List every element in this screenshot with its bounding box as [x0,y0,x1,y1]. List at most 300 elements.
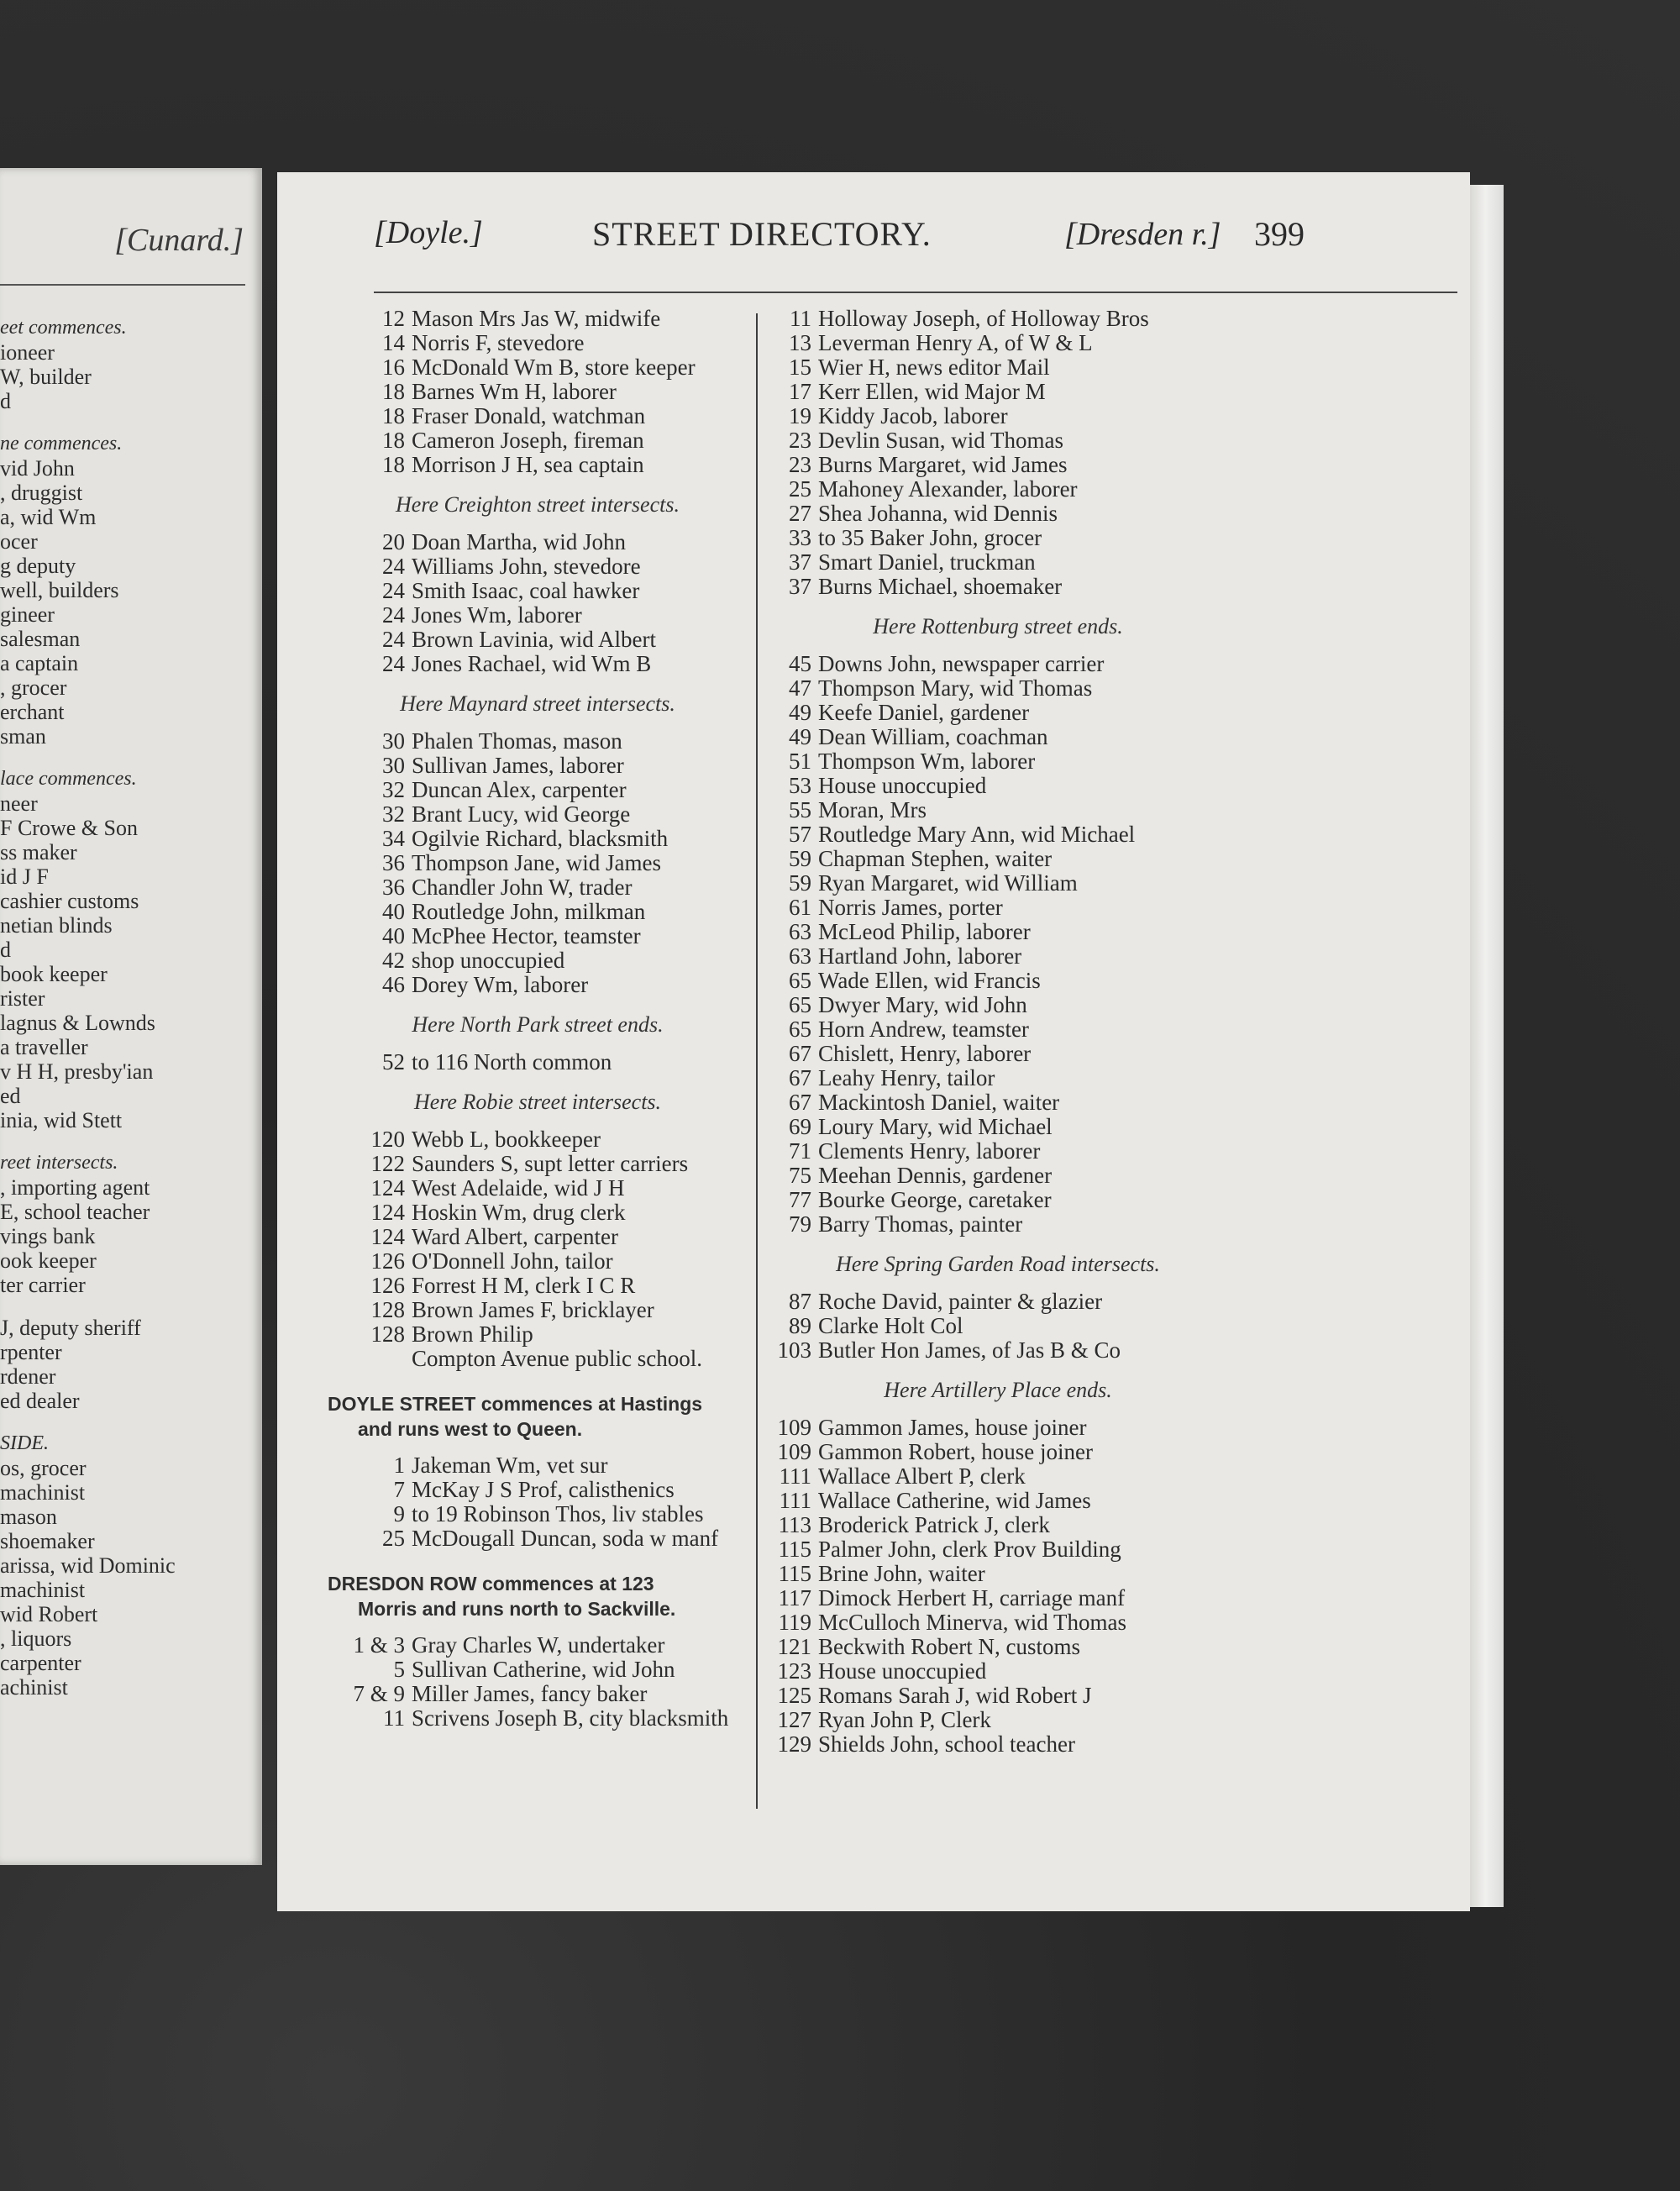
left-page-header: [Cunard.] [114,223,244,258]
resident-text: to 35 Baker John, grocer [818,525,1042,550]
directory-entry [763,920,1233,944]
directory-entry [328,851,748,875]
directory-entry [328,1249,748,1274]
resident-text: Routledge Mary Ann, wid Michael [818,822,1136,847]
directory-entry [763,453,1233,477]
street-number: 122 [370,1151,405,1176]
left-page-line: ed [0,1084,21,1108]
street-number: 89 [789,1313,811,1338]
street-number: 18 [382,452,405,477]
resident-text: Roche David, painter & glazier [818,1289,1103,1314]
directory-entry [763,1684,1233,1708]
resident-text: Mason Mrs Jas W, midwife [412,306,661,331]
directory-entry [763,871,1233,896]
page-header [374,214,1483,265]
resident-text: Horn Andrew, teamster [818,1017,1029,1042]
street-number: 45 [789,651,811,676]
intersection-note: Here Robie street intersects. [413,1090,662,1114]
street-number: 109 [777,1439,811,1464]
directory-entry [328,900,748,924]
directory-entry [328,1274,748,1298]
resident-text: Thompson Jane, wid James [412,850,661,875]
left-page-line: W, builder [0,365,92,389]
directory-entry [763,725,1233,749]
left-page-line: rpenter [0,1340,62,1364]
directory-entry [328,307,748,331]
street-number: 67 [789,1090,811,1115]
resident-text: Dwyer Mary, wid John [818,992,1027,1017]
directory-entry [763,331,1233,355]
street-number: 127 [777,1707,811,1732]
left-page-line: g deputy [0,554,76,578]
left-page-line: ne commences. [0,433,123,454]
street-number: 25 [789,476,811,502]
directory-entry [763,944,1233,969]
directory-page [277,172,1470,1911]
left-page-line: wid Robert [0,1602,98,1626]
resident-text: Ogilvie Richard, blacksmith [412,826,669,851]
directory-entry [763,1066,1233,1090]
street-number: 124 [370,1224,405,1249]
directory-entry [763,701,1233,725]
resident-text: Jones Wm, laborer [412,602,582,628]
resident-text: Phalen Thomas, mason [412,728,622,754]
resident-text: Sullivan James, laborer [412,753,624,778]
directory-entry [763,1586,1233,1610]
directory-entry [763,380,1233,404]
street-number: 117 [778,1585,811,1610]
resident-text: Kiddy Jacob, laborer [818,403,1008,428]
resident-text: Thompson Mary, wid Thomas [818,675,1093,701]
resident-text: Brine John, waiter [818,1561,985,1586]
street-number: 87 [789,1289,811,1314]
resident-text: Leverman Henry A, of W & L [818,330,1093,355]
resident-text: Clarke Holt Col [818,1313,963,1338]
resident-text: McCulloch Minerva, wid Thomas [818,1610,1126,1635]
resident-text: Palmer John, clerk Prov Building [818,1537,1121,1562]
directory-entry [328,652,748,676]
directory-entry [763,798,1233,822]
resident-text: Dimock Herbert H, carriage manf [818,1585,1126,1610]
directory-entry [328,1152,748,1176]
resident-text: Moran, Mrs [818,797,927,822]
directory-entry [328,1526,748,1551]
directory-entry [328,924,748,948]
street-number: 49 [789,724,811,749]
left-page-line: ocer [0,529,38,554]
directory-entry [328,331,748,355]
left-page-line: lace commences. [0,768,137,790]
left-page-line: rister [0,986,45,1011]
resident-text: Dean William, coachman [818,724,1048,749]
street-number: 24 [382,554,405,579]
street-number: 32 [382,777,405,802]
directory-entry [763,1338,1233,1363]
street-number: 115 [778,1561,811,1586]
left-page-line: cashier customs [0,889,139,913]
street-number: 61 [789,895,811,920]
left-page-line: well, builders [0,578,119,602]
left-page-line: sman [0,724,46,749]
left-page-line: ss maker [0,840,77,864]
directory-entry [328,1050,748,1074]
resident-text: McDonald Wm B, store keeper [412,355,696,380]
directory-entry [328,973,748,997]
intersection-note: Here Artillery Place ends. [884,1378,1112,1402]
resident-text: Brown Lavinia, wid Albert [412,627,656,652]
resident-text: to 116 North common [412,1049,612,1074]
left-page-line: machinist [0,1578,86,1602]
street-number: 42 [382,948,405,973]
resident-text: Chislett, Henry, laborer [818,1041,1032,1066]
directory-entry [763,774,1233,798]
street-number: 1 & 3 [353,1632,405,1658]
left-page-line: os, grocer [0,1456,87,1480]
left-page-line: lagnus & Lownds [0,1011,155,1035]
resident-text: Chandler John W, trader [412,875,633,900]
street-number: 65 [789,1017,811,1042]
left-page-line: machinist [0,1480,86,1505]
resident-text: Smith Isaac, coal hawker [412,578,640,603]
street-number: 59 [789,870,811,896]
left-page-line: mason [0,1505,57,1529]
directory-entry [328,1127,748,1152]
left-page-line: ioneer [0,340,55,365]
resident-text: Romans Sarah J, wid Robert J [818,1683,1092,1708]
street-number: 123 [777,1658,811,1684]
directory-entry [328,453,748,477]
directory-entry [763,404,1233,428]
header-left-guide: [Doyle.] [374,215,483,250]
directory-entry [328,754,748,778]
street-number: 9 [393,1501,405,1526]
street-number: 57 [789,822,811,847]
left-page-line: a traveller [0,1035,88,1059]
resident-text: Sullivan Catherine, wid John [412,1657,675,1682]
resident-text: Barnes Wm H, laborer [412,379,617,404]
street-number: 63 [789,919,811,944]
left-page-line: ed dealer [0,1389,80,1413]
street-number: 18 [382,403,405,428]
intersection-note: Here North Park street ends. [412,1012,664,1037]
directory-entry [763,1416,1233,1440]
left-page-line: ook keeper [0,1248,97,1273]
directory-entry [328,875,748,900]
street-number: 14 [382,330,405,355]
resident-text: Shields John, school teacher [818,1731,1075,1757]
resident-text: Wallace Albert P, clerk [818,1463,1026,1489]
resident-text: Beckwith Robert N, customs [818,1634,1080,1659]
directory-entry [763,969,1233,993]
directory-entry [763,1290,1233,1314]
street-number: 52 [382,1049,405,1074]
resident-text: Smart Daniel, truckman [818,549,1036,575]
resident-text: Fraser Donald, watchman [412,403,646,428]
resident-text: Leahy Henry, tailor [818,1065,995,1090]
street-number: 109 [777,1415,811,1440]
directory-entry [763,1513,1233,1537]
resident-text: Webb L, bookkeeper [412,1127,601,1152]
directory-entry [763,847,1233,871]
directory-entry [328,404,748,428]
resident-text: Meehan Dennis, gardener [818,1163,1053,1188]
left-page-line: d [0,938,11,962]
resident-text: to 19 Robinson Thos, liv stables [412,1501,704,1526]
street-number: 79 [789,1211,811,1237]
street-number: 11 [790,306,811,331]
directory-entry [328,380,748,404]
resident-text: Doan Martha, wid John [412,529,626,554]
resident-text: Keefe Daniel, gardener [818,700,1030,725]
directory-entry [763,1440,1233,1464]
street-number: 59 [789,846,811,871]
directory-entry [763,1610,1233,1635]
directory-entry [763,1164,1233,1188]
left-page-line: F Crowe & Son [0,816,138,840]
resident-text: Broderick Patrick J, clerk [818,1512,1050,1537]
street-number: 33 [789,525,811,550]
directory-entry [763,1464,1233,1489]
directory-entry [763,676,1233,701]
street-number: 77 [789,1187,811,1212]
street-number: 18 [382,428,405,453]
resident-text: West Adelaide, wid J H [412,1175,625,1201]
resident-text: Gammon Robert, house joiner [818,1439,1093,1464]
resident-text: Ryan Margaret, wid William [818,870,1078,896]
resident-text: Loury Mary, wid Michael [818,1114,1053,1139]
left-page-line: eet commences. [0,317,127,339]
directory-entry [328,1682,748,1706]
street-number: 40 [382,899,405,924]
directory-entry [328,1201,748,1225]
street-number: 12 [382,306,405,331]
header-rule [374,292,1457,293]
street-heading [328,1571,748,1621]
directory-entry [328,729,748,754]
column-divider [756,313,758,1809]
directory-entry-continuation: Compton Avenue public school. [412,1346,702,1371]
resident-text: Routledge John, milkman [412,899,646,924]
left-page-lines [0,316,262,1700]
left-page-line: id J F [0,864,49,889]
left-page-line: carpenter [0,1651,81,1675]
directory-entry [328,778,748,802]
directory-entry [763,1139,1233,1164]
left-page-line: ter carrier [0,1273,86,1297]
street-number: 111 [779,1488,811,1513]
street-number: 65 [789,968,811,993]
left-page-line: book keeper [0,962,108,986]
page-number: 399 [1254,215,1305,253]
resident-text: Norris James, porter [818,895,1003,920]
street-number: 126 [370,1248,405,1274]
resident-text: Ryan John P, Clerk [818,1707,991,1732]
resident-text: Dorey Wm, laborer [412,972,589,997]
resident-text: Hoskin Wm, drug clerk [412,1200,626,1225]
resident-text: Burns Michael, shoemaker [818,574,1063,599]
street-number: 53 [789,773,811,798]
directory-entry [328,554,748,579]
header-right-guide: [Dresden r.] [1064,217,1221,252]
intersection-note: Here Maynard street intersects. [400,691,675,716]
directory-entry [328,428,748,453]
left-page-line: , druggist [0,481,83,505]
directory-entry [328,1176,748,1201]
directory-entry [328,1298,748,1322]
directory-entry [763,1635,1233,1659]
street-number: 75 [789,1163,811,1188]
right-column [763,307,1233,1757]
street-number: 51 [789,749,811,774]
left-page-fragment [0,168,262,1865]
street-number: 7 [393,1477,405,1502]
resident-text: Barry Thomas, painter [818,1211,1023,1237]
left-page-line: achinist [0,1675,68,1700]
street-number: 19 [789,403,811,428]
street-number: 63 [789,943,811,969]
left-page-line: reet intersects. [0,1152,118,1174]
left-page-line: erchant [0,700,65,724]
directory-entry [763,1115,1233,1139]
directory-entry [763,1090,1233,1115]
street-number: 126 [370,1273,405,1298]
left-page-line: netian blinds [0,913,113,938]
resident-text: Butler Hon James, of Jas B & Co [818,1337,1121,1363]
resident-text: Brown James F, bricklayer [412,1297,654,1322]
resident-text: Hartland John, laborer [818,943,1022,969]
street-number: 27 [789,501,811,526]
left-page-line: v H H, presby'ian [0,1059,154,1084]
street-number: 20 [382,529,405,554]
resident-text: McPhee Hector, teamster [412,923,641,948]
resident-text: House unoccupied [818,1658,987,1684]
directory-entry [763,749,1233,774]
resident-text: Downs John, newspaper carrier [818,651,1105,676]
directory-entry [763,307,1233,331]
directory-entry [763,477,1233,502]
street-number: 67 [789,1041,811,1066]
resident-text: Williams John, stevedore [412,554,641,579]
street-number: 13 [789,330,811,355]
street-number: 7 & 9 [353,1681,405,1706]
left-page-line: d [0,389,11,413]
street-number: 124 [370,1175,405,1201]
street-number: 128 [370,1321,405,1347]
resident-text: Scrivens Joseph B, city blacksmith [412,1705,729,1731]
street-number: 23 [789,428,811,453]
directory-entry [763,822,1233,847]
intersection-note: Here Creighton street intersects. [396,492,680,517]
intersection-note: Here Rottenburg street ends. [873,614,1123,638]
resident-text: McKay J S Prof, calisthenics [412,1477,675,1502]
street-number: 71 [789,1138,811,1164]
left-page-line: rdener [0,1364,56,1389]
directory-entry [328,1633,748,1658]
left-page-line: , liquors [0,1626,72,1651]
directory-entry [328,603,748,628]
directory-entry [763,1212,1233,1237]
street-heading-line: DOYLE STREET commences at Hastings [328,1393,703,1415]
directory-entry [763,575,1233,599]
left-page-line: J, deputy sheriff [0,1316,141,1340]
resident-text: Kerr Ellen, wid Major M [818,379,1046,404]
street-heading-line: Morris and runs north to Sackville. [358,1598,676,1620]
resident-text: Devlin Susan, wid Thomas [818,428,1063,453]
street-number: 40 [382,923,405,948]
left-page-rule [0,284,245,286]
directory-entry [328,1225,748,1249]
street-number: 16 [382,355,405,380]
street-heading-line: and runs west to Queen. [358,1418,583,1440]
directory-entry [763,355,1233,380]
street-heading [328,1391,748,1442]
street-number: 47 [789,675,811,701]
resident-text: Thompson Wm, laborer [818,749,1036,774]
street-number: 115 [778,1537,811,1562]
directory-entry [328,1502,748,1526]
street-number: 24 [382,578,405,603]
street-number: 124 [370,1200,405,1225]
directory-entry [763,993,1233,1017]
street-number: 65 [789,992,811,1017]
directory-entry [763,550,1233,575]
resident-text: McLeod Philip, laborer [818,919,1031,944]
left-page-line: , grocer [0,675,67,700]
directory-entry [763,1659,1233,1684]
street-number: 125 [777,1683,811,1708]
resident-text: Brown Philip [412,1321,533,1347]
street-number: 30 [382,753,405,778]
directory-entry [763,526,1233,550]
left-page-line: a, wid Wm [0,505,97,529]
resident-text: McDougall Duncan, soda w manf [412,1526,719,1551]
street-number: 32 [382,801,405,827]
directory-entry [328,355,748,380]
directory-entry [763,502,1233,526]
street-number: 30 [382,728,405,754]
street-number: 11 [383,1705,405,1731]
left-page-line: inia, wid Stett [0,1108,123,1132]
street-number: 103 [777,1337,811,1363]
street-number: 1 [393,1453,405,1478]
directory-entry [763,1537,1233,1562]
left-page-line: shoemaker [0,1529,95,1553]
resident-text: Clements Henry, laborer [818,1138,1041,1164]
directory-entry [328,1706,748,1731]
resident-text: Brant Lucy, wid George [412,801,631,827]
resident-text: Wade Ellen, wid Francis [818,968,1041,993]
street-number: 121 [777,1634,811,1659]
directory-entry [763,1017,1233,1042]
street-number: 129 [777,1731,811,1757]
left-page-line: vings bank [0,1224,96,1248]
resident-text: Forrest H M, clerk I C R [412,1273,636,1298]
left-page-line: , importing agent [0,1175,150,1200]
street-number: 34 [382,826,405,851]
directory-entry [763,1708,1233,1732]
street-number: 37 [789,574,811,599]
directory-entry [328,579,748,603]
directory-entry [763,1732,1233,1757]
resident-text: Holloway Joseph, of Holloway Bros [818,306,1149,331]
directory-entry [763,652,1233,676]
directory-entry [763,1314,1233,1338]
resident-text: House unoccupied [818,773,987,798]
resident-text: Gammon James, house joiner [818,1415,1087,1440]
page-title: STREET DIRECTORY. [592,215,932,253]
street-number: 69 [789,1114,811,1139]
street-number: 46 [382,972,405,997]
